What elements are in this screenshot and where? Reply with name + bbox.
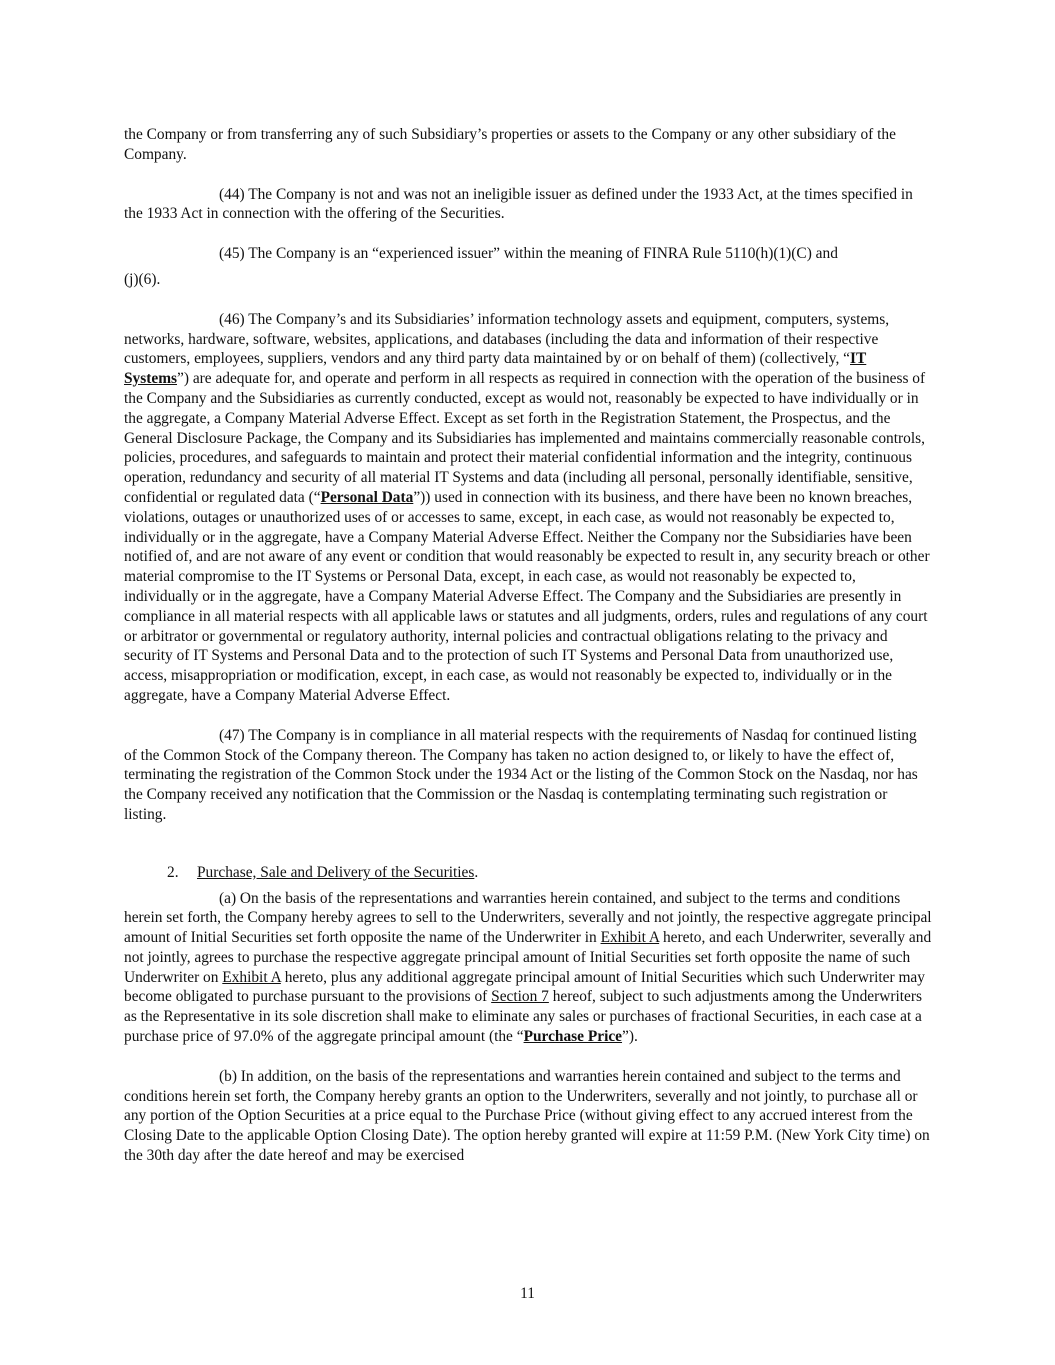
paragraph-a-text-4: hereof, subject to such adjustments among the Underwriters as the Representative in its sole discretion shall make to eliminate any sales or purchases of fractional Securities, in each case at a purchase price of 97.0% of the aggregate principal amount (the “	[124, 988, 923, 1046]
document-page	[124, 125, 932, 1166]
paragraph-46-text-1: (46) The Company’s and its Subsidiaries’ information technology assets and equipment, computers, systems, networks, hardware, software, websites, applications, and databases (including the data and information of their respective customers, employees, suppliers, vendors and any third party data maintained by or on behalf of them) (collectively, “	[124, 310, 890, 368]
section-2-heading	[124, 863, 932, 883]
section-7-reference: Section 7	[491, 988, 549, 1006]
intro-paragraph: the Company or from transferring any of such Subsidiary’s properties or assets to the Company or any other subsidiary of the Company.	[124, 126, 896, 163]
section-2-title: Purchase, Sale and Delivery of the Securities	[197, 863, 475, 881]
paragraph-b: (b) In addition, on the basis of the representations and warranties herein contained and subject to the terms and conditions herein set forth, the Company hereby grants an option to the Underwriters, severally and not jointly, to purchase all or any portion of the Option Securities at a price equal to the Purchase Price (without giving effect to any accrued interest from the Closing Date to the applicable Option Closing Date). The option hereby granted will expire at 11:59 P.M. (New York City time) on the 30th day after the date hereof and may be exercised	[124, 1067, 930, 1165]
paragraph-a-text-3: hereto, plus any additional aggregate principal amount of Initial Securities which such Underwriter may become obligated to purchase pursuant to the provisions of	[124, 968, 925, 1006]
paragraph-46-text-2: ”) are adequate for, and operate and perform in all respects as required in connection with the operation of the business of the Company and the Subsidiaries as currently conducted, except as would not, reasonably be expected to have individually or in the aggregate, a Company Material Adverse Effect. Except as set forth in the Registration Statement, the Prospectus, and the General Disclosure Package, the Company and its Subsidiaries has implemented and maintains commercially reasonable controls, policies, procedures, and safeguards to maintain and protect their material confidential information and the integrity, continuous operation, redundancy and security of all material IT Systems and data (including all personal, personally identifiable, sensitive, confidential or regulated data (“	[124, 370, 926, 506]
section-2-title-suffix: .	[474, 863, 479, 881]
paragraph-45	[124, 244, 932, 290]
paragraph-a	[124, 889, 932, 1047]
paragraph-45-line-2: (j)(6).	[124, 270, 161, 288]
paragraph-46	[124, 310, 932, 706]
exhibit-a-reference-1: Exhibit A	[600, 929, 660, 947]
page-number: 11	[520, 1285, 535, 1302]
paragraph-a-text-2: hereto, and each Underwriter, severally and not jointly, agrees to purchase the respective aggregate principal amount of Initial Securities set forth opposite the name of such Underwriter on	[124, 929, 932, 986]
paragraph-47: (47) The Company is in compliance in all material respects with the requirements of Nasdaq for continued listing of the Common Stock of the Company thereon. The Company has taken no action designed to, or likely to have the effect of, terminating the registration of the Common Stock under the 1934 Act or the listing of the Common Stock on the Nasdaq, nor has the Company received any notification that the Commission or the Nasdaq is contemplating terminating such registration or listing.	[124, 726, 918, 823]
section-2-number: 2.	[167, 863, 179, 881]
exhibit-a-reference-2: Exhibit A	[222, 968, 281, 986]
paragraph-45-line-1: (45) The Company is an “experienced issuer” within the meaning of FINRA Rule 5110(h)(1)(C) and	[219, 245, 838, 263]
paragraph-a-text-1: (a) On the basis of the representations and warranties herein contained, and subject to the terms and conditions herein set forth, the Company hereby agrees to sell to the Underwriters, severally and not jointly, the respective aggregate principal amount of Initial Securities set forth opposite the name of the Underwriter in	[124, 889, 932, 947]
defined-term-personal-data: Personal Data	[320, 488, 414, 506]
paragraph-a-text-5: ”).	[622, 1028, 638, 1046]
defined-term-purchase-price: Purchase Price	[523, 1028, 623, 1046]
paragraph-46-text-3: ”)) used in connection with its business, and there have been no known breaches, violations, outages or unauthorized uses of or accesses to same, except, in each case, as would not reasonably be expected to, individually or in the aggregate, have a Company Material Adverse Effect. Neither the Company nor the Subsidiaries have been notified of, and are not aware of any event or condition that would reasonably be expected to result in, any security breach or other material compromise to the IT Systems or Personal Data, except, in each case, as would not reasonably be expected to, individually or in the aggregate, have a Company Material Adverse Effect. The Company and the Subsidiaries are presently in compliance in all material respects with all applicable laws or statutes and all judgments, orders, rules and regulations of any court or arbitrator or governmental or regulatory authority, internal policies and contractual obligations relating to the privacy and security of IT Systems and Personal Data and to the protection of such IT Systems and Personal Data from unauthorized use, access, misappropriation or modification, except, in each case, as would not reasonably be expected to, individually or in the aggregate, have a Company Material Adverse Effect.	[124, 488, 930, 704]
defined-term-it-systems: IT Systems	[124, 350, 867, 388]
paragraph-44: (44) The Company is not and was not an ineligible issuer as defined under the 1933 Act, at the times specified in the 1933 Act in connection with the offering of the Securities.	[124, 185, 913, 223]
